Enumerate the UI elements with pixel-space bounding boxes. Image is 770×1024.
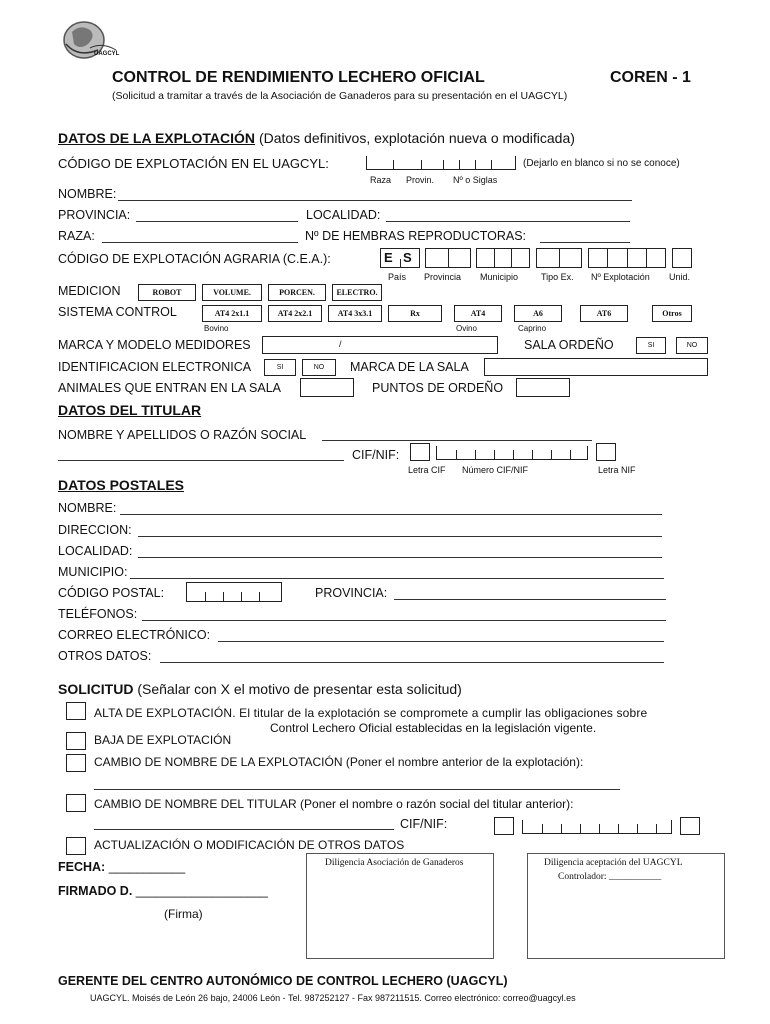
codigo-label: CÓDIGO DE EXPLOTACIÓN EN EL UAGCYL: — [58, 156, 329, 171]
cambio-tit-text: CAMBIO DE NOMBRE DEL TITULAR (Poner el nombre o razón social del titular anterior): — [94, 797, 574, 811]
section-heading: DATOS DE LA EXPLOTACIÓN — [58, 130, 256, 146]
postal-telefonos-label: TELÉFONOS: — [58, 607, 138, 621]
localidad-field[interactable] — [386, 221, 630, 222]
postal-municipio-field[interactable] — [130, 578, 664, 579]
cea-unid-field[interactable] — [672, 248, 692, 268]
alta-text-2: Control Lechero Oficial establecidas en la legislación vigente. — [270, 721, 597, 735]
sistema-at4-2x11[interactable]: AT4 2x1.1 — [202, 305, 262, 322]
solicitud-heading: SOLICITUD — [58, 681, 134, 697]
postal-correo-field[interactable] — [218, 641, 664, 642]
fecha-blank[interactable]: ___________ — [108, 860, 186, 874]
sub-raza: Raza — [370, 175, 392, 185]
fecha-label: FECHA: — [58, 860, 106, 874]
cambio-tit-numero-cif[interactable] — [522, 820, 672, 834]
titular-sub-letra-nif: Letra NIF — [598, 465, 636, 475]
postal-localidad-label: LOCALIDAD: — [58, 544, 133, 558]
diligencia-uagcyl-box — [527, 853, 725, 959]
postal-localidad-field[interactable] — [138, 557, 662, 558]
checkbox-cambio-titular[interactable] — [66, 794, 86, 812]
sistema-a6[interactable]: A6 — [514, 305, 562, 322]
ident-label: IDENTIFICACION ELECTRONICA — [58, 360, 252, 374]
hembras-field[interactable] — [540, 242, 630, 243]
form-code: COREN - 1 — [610, 69, 691, 86]
diligencia-asociacion-label: Diligencia Asociación de Ganaderos — [325, 858, 464, 868]
cea-sub-tipo: Tipo Ex. — [541, 272, 574, 282]
puntos-field[interactable] — [516, 378, 570, 397]
localidad-label: LOCALIDAD: — [306, 208, 381, 222]
raza-field[interactable] — [102, 242, 298, 243]
marca-sala-field[interactable] — [484, 358, 708, 376]
nombre-field[interactable] — [118, 200, 632, 201]
titular-nombre-label: NOMBRE Y APELLIDOS O RAZÓN SOCIAL — [58, 428, 307, 442]
titular-numero-cif-field[interactable] — [436, 446, 588, 460]
sub-provin: Provin. — [406, 175, 435, 185]
alta-text: ALTA DE EXPLOTACIÓN. El titular de la explotación se compromete a cumplir las obligaciones sobre — [94, 706, 648, 720]
controlador-blank[interactable]: ___________ — [608, 872, 662, 882]
postal-direccion-label: DIRECCION: — [58, 523, 132, 537]
medicion-porcen[interactable]: PORCEN. — [268, 284, 326, 301]
section-explotacion — [58, 130, 575, 146]
footer-address: UAGCYL. Moisés de León 26 bajo, 24006 León - Tel. 987252127 - Fax 987211515. Correo electrónico: correo@uagcyl.es — [90, 993, 576, 1003]
titular-letra-cif-field[interactable] — [410, 443, 430, 461]
postal-otros-field[interactable] — [160, 662, 664, 663]
postal-otros-label: OTROS DATOS: — [58, 649, 152, 663]
ident-no[interactable]: NO — [302, 359, 336, 376]
fecha-row — [58, 860, 185, 874]
cea-sub-provincia: Provincia — [424, 272, 462, 282]
marca-label: MARCA Y MODELO MEDIDORES — [58, 338, 251, 352]
sala-ordeno-no[interactable]: NO — [676, 337, 708, 354]
marca-sala-label: MARCA DE LA SALA — [350, 360, 469, 374]
sistema-otros[interactable]: Otros — [652, 305, 692, 322]
cea-tipo-field[interactable] — [536, 248, 582, 268]
postal-direccion-field[interactable] — [138, 536, 662, 537]
section-titular: DATOS DEL TITULAR — [58, 402, 202, 418]
sistema-at4-2x21[interactable]: AT4 2x2.1 — [268, 305, 322, 322]
firmado-label: FIRMADO D. — [58, 884, 133, 898]
puntos-label: PUNTOS DE ORDEÑO — [372, 381, 504, 395]
codigo-note: (Dejarlo en blanco si no se conoce) — [523, 158, 680, 169]
sistema-label: SISTEMA CONTROL — [58, 305, 177, 319]
postal-nombre-label: NOMBRE: — [58, 501, 117, 515]
checkbox-actualizacion[interactable] — [66, 837, 86, 855]
nombre-label: NOMBRE: — [58, 187, 117, 201]
postal-provincia-label: PROVINCIA: — [315, 586, 388, 600]
cea-municipio-field[interactable] — [476, 248, 530, 268]
footer-title: GERENTE DEL CENTRO AUTONÓMICO DE CONTROL LECHERO (UAGCYL) — [58, 974, 508, 988]
diligencia-uagcyl-label: Diligencia aceptación del UAGCYL — [544, 858, 683, 868]
medicion-volume[interactable]: VOLUME. — [202, 284, 262, 301]
cambio-expl-text: CAMBIO DE NOMBRE DE LA EXPLOTACIÓN (Poner el nombre anterior de la explotación): — [94, 755, 584, 769]
sistema-at4-3x31[interactable]: AT4 3x3.1 — [328, 305, 382, 322]
ident-si[interactable]: SI — [264, 359, 296, 376]
sistema-sub-bovino: Bovino — [204, 324, 229, 333]
controlador-row — [558, 872, 661, 882]
cambio-tit-letra-cif[interactable] — [494, 817, 514, 835]
solicitud-note: (Señalar con X el motivo de presentar esta solicitud) — [137, 681, 462, 697]
cea-pais-field[interactable] — [380, 248, 420, 268]
actualizacion-text: ACTUALIZACIÓN O MODIFICACIÓN DE OTROS DATOS — [94, 838, 405, 852]
postal-provincia-field[interactable] — [394, 599, 666, 600]
sistema-sub-caprino: Caprino — [518, 324, 547, 333]
cea-sub-pais: País — [388, 272, 407, 282]
section-note: (Datos definitivos, explotación nueva o modificada) — [258, 130, 575, 146]
cea-sub-unid: Unid. — [669, 272, 691, 282]
sistema-at6[interactable]: AT6 — [580, 305, 628, 322]
firma-caption: (Firma) — [164, 907, 203, 921]
firmado-row — [58, 884, 268, 898]
titular-nombre-field[interactable] — [322, 440, 592, 441]
checkbox-alta[interactable] — [66, 702, 86, 720]
codigo-uagcyl-field[interactable] — [366, 156, 516, 170]
animales-field[interactable] — [300, 378, 354, 397]
checkbox-cambio-explotacion[interactable] — [66, 754, 86, 772]
postal-correo-label: CORREO ELECTRÓNICO: — [58, 628, 211, 642]
page-subtitle: (Solicitud a tramitar a través de la Asociación de Ganaderos para su presentación en el UAGCYL) — [112, 90, 568, 102]
cea-sub-num: Nº Explotación — [591, 272, 650, 282]
cea-s: S — [403, 250, 412, 265]
titular-sub-numero: Número CIF/NIF — [462, 465, 529, 475]
medicion-label: MEDICION — [58, 284, 121, 298]
uagcyl-logo — [58, 18, 122, 64]
cambio-expl-field[interactable] — [94, 789, 620, 790]
raza-label: RAZA: — [58, 229, 95, 243]
sistema-rx[interactable]: Rx — [388, 305, 442, 322]
titular-cif-label: CIF/NIF: — [352, 448, 400, 462]
cambio-tit-letra-nif[interactable] — [680, 817, 700, 835]
sistema-sub-ovino: Ovino — [456, 324, 477, 333]
page-title: CONTROL DE RENDIMIENTO LECHERO OFICIAL — [112, 69, 485, 86]
cambio-tit-cif-label: CIF/NIF: — [400, 817, 448, 831]
section-postales: DATOS POSTALES — [58, 477, 185, 493]
cea-label: CÓDIGO DE EXPLOTACIÓN AGRARIA (C.E.A.): — [58, 252, 331, 266]
medicion-electro[interactable]: ELECTRO. — [332, 284, 382, 301]
postal-nombre-field[interactable] — [120, 514, 662, 515]
checkbox-baja[interactable] — [66, 732, 86, 750]
controlador-label: Controlador: — [558, 872, 607, 882]
marca-mark: / — [339, 339, 342, 349]
cea-sub-municipio: Municipio — [480, 272, 519, 282]
sistema-at4-ovino[interactable]: AT4 — [454, 305, 502, 322]
sub-siglas: Nº o Siglas — [453, 175, 498, 185]
sala-ordeno-si[interactable]: SI — [636, 337, 666, 354]
section-solicitud — [58, 681, 462, 697]
postal-telefonos-field[interactable] — [142, 620, 666, 621]
marca-modelo-field[interactable] — [262, 336, 498, 354]
sala-ordeno-label: SALA ORDEÑO — [524, 338, 614, 352]
diligencia-asociacion-box — [306, 853, 494, 959]
provincia-field[interactable] — [136, 221, 298, 222]
baja-text: BAJA DE EXPLOTACIÓN — [94, 733, 232, 747]
medicion-robot[interactable]: ROBOT — [138, 284, 196, 301]
animales-label: ANIMALES QUE ENTRAN EN LA SALA — [58, 381, 281, 395]
cea-numero-field[interactable] — [588, 248, 666, 268]
titular-letra-nif-field[interactable] — [596, 443, 616, 461]
postal-cp-label: CÓDIGO POSTAL: — [58, 586, 165, 600]
cea-e: E — [384, 250, 393, 265]
firmado-blank[interactable]: ___________________ — [135, 884, 268, 898]
postal-municipio-label: MUNICIPIO: — [58, 565, 128, 579]
titular-sub-letra: Letra CIF — [408, 465, 446, 475]
postal-cp-field[interactable] — [186, 582, 282, 602]
cea-provincia-field[interactable] — [425, 248, 471, 268]
provincia-label: PROVINCIA: — [58, 208, 131, 222]
cambio-tit-field[interactable] — [94, 829, 394, 830]
hembras-label: Nº DE HEMBRAS REPRODUCTORAS: — [305, 229, 527, 243]
titular-nombre-field-2[interactable] — [58, 460, 344, 461]
logo-text: UAGCYL — [94, 51, 120, 57]
